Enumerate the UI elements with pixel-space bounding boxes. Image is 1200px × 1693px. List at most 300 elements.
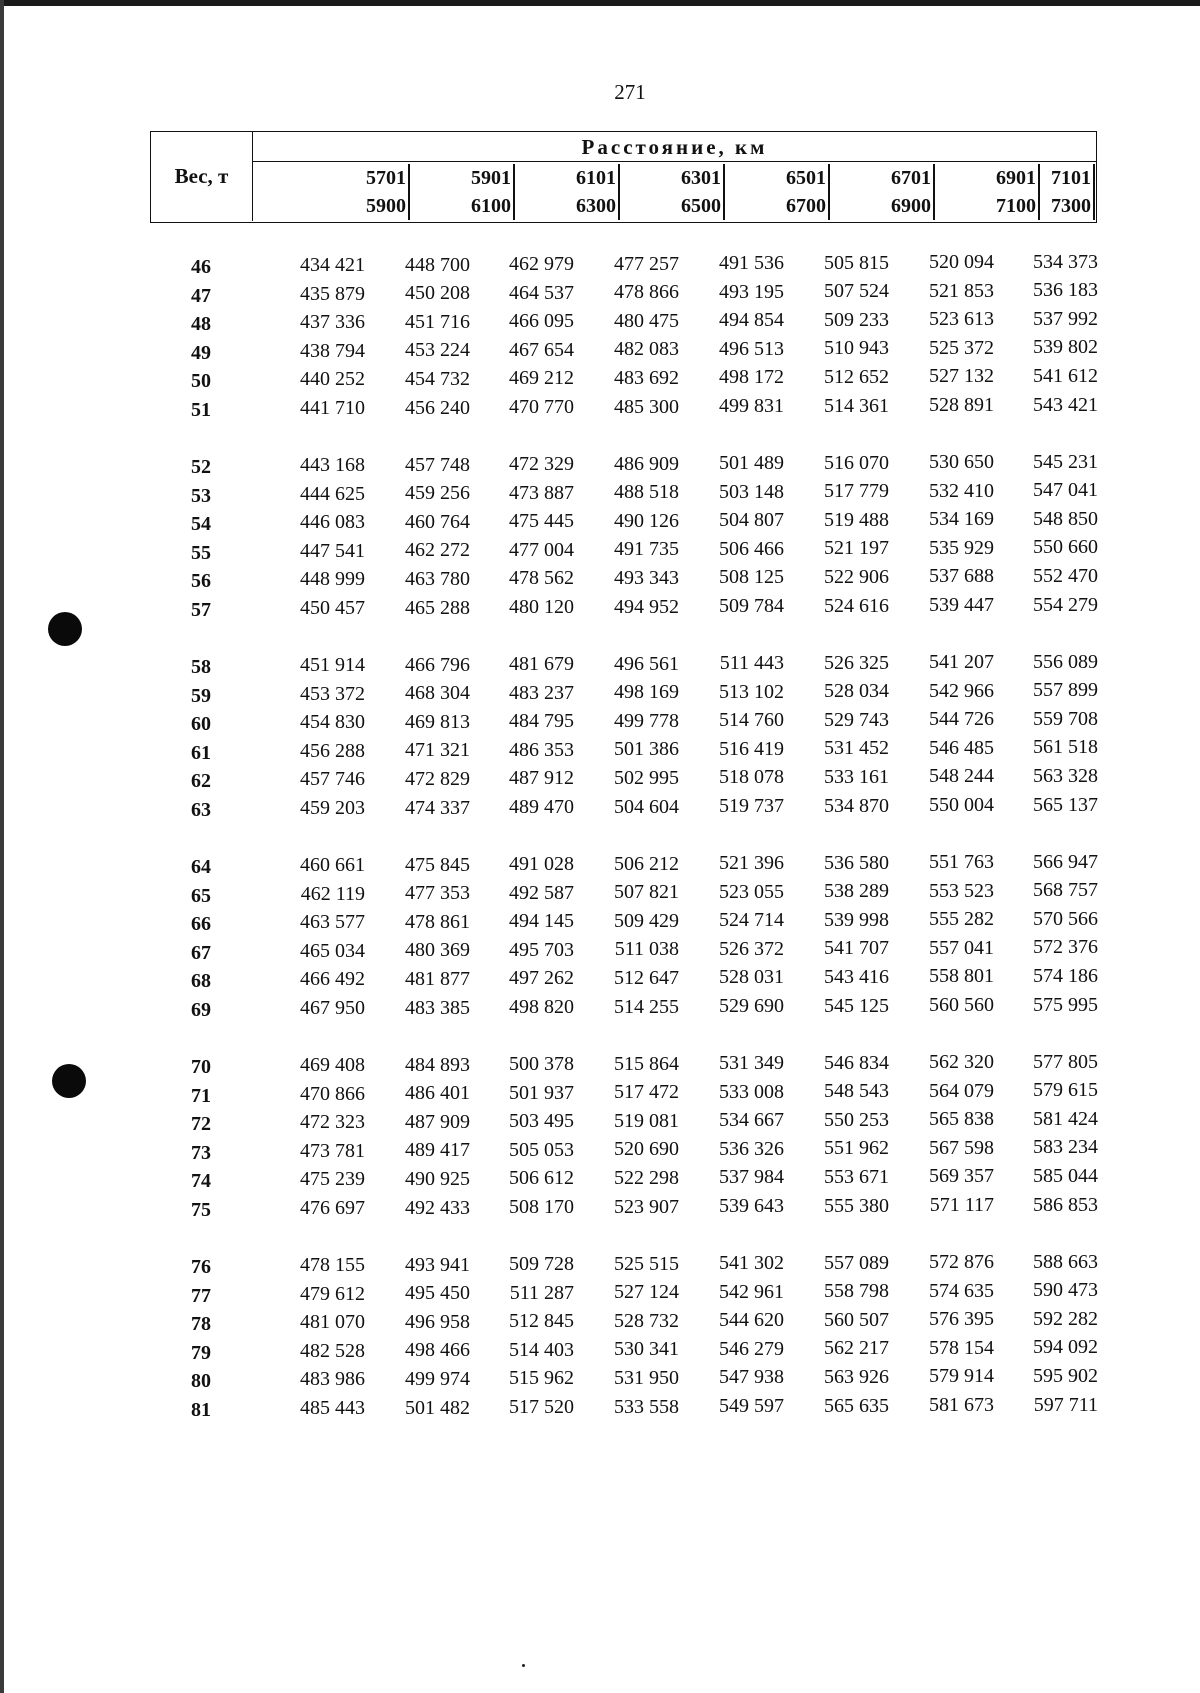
value-cell: 478 866	[614, 281, 679, 304]
value-cell: 463 780	[405, 567, 470, 590]
value-cell: 490 126	[614, 509, 679, 532]
value-cell: 539 998	[824, 908, 889, 931]
table-row	[0, 709, 1200, 737]
range-from: 5901	[409, 164, 515, 192]
value-cell: 545 231	[1033, 450, 1098, 473]
value-cell: 443 168	[300, 454, 365, 476]
value-cell: 538 289	[824, 880, 889, 903]
value-cell: 516 419	[719, 737, 784, 760]
value-cell: 550 253	[824, 1108, 889, 1131]
weight-cell: 64	[191, 856, 211, 878]
value-cell: 496 561	[614, 652, 679, 675]
value-cell: 553 523	[929, 879, 994, 902]
value-cell: 509 429	[614, 909, 679, 932]
table-row	[0, 1281, 1200, 1309]
value-cell: 530 341	[614, 1338, 679, 1361]
value-cell: 482 083	[614, 338, 679, 361]
value-cell: 499 831	[719, 395, 784, 417]
value-cell: 555 282	[929, 908, 994, 931]
weight-cell: 72	[191, 1113, 211, 1136]
table-row	[0, 538, 1200, 566]
weight-cell: 68	[191, 970, 211, 993]
value-cell: 529 690	[719, 995, 784, 1017]
value-cell: 444 625	[300, 482, 365, 505]
weight-cell: 49	[191, 341, 211, 364]
table-row	[0, 1338, 1200, 1366]
value-cell: 579 914	[929, 1365, 994, 1388]
table-row	[0, 366, 1200, 394]
value-cell: 577 805	[1033, 1050, 1098, 1073]
value-cell: 483 986	[300, 1368, 365, 1391]
value-cell: 496 958	[405, 1310, 470, 1333]
value-cell: 511 287	[509, 1281, 574, 1304]
value-cell: 497 262	[509, 967, 574, 990]
value-cell: 501 937	[509, 1081, 574, 1104]
value-cell: 495 703	[509, 938, 574, 961]
value-cell: 546 485	[929, 736, 994, 759]
value-cell: 453 224	[405, 339, 470, 362]
value-cell: 472 323	[300, 1111, 365, 1134]
value-cell: 536 580	[824, 851, 889, 874]
value-cell: 532 410	[929, 479, 994, 502]
value-cell: 537 688	[929, 565, 994, 588]
value-cell: 572 876	[929, 1251, 994, 1273]
value-cell: 590 473	[1033, 1279, 1098, 1302]
value-cell: 534 373	[1033, 250, 1098, 273]
value-cell: 470 770	[509, 396, 574, 418]
weight-cell: 75	[191, 1199, 211, 1221]
weight-cell: 50	[191, 370, 211, 393]
value-cell: 493 941	[405, 1253, 470, 1276]
value-cell: 541 207	[929, 651, 994, 673]
value-cell: 462 272	[405, 539, 470, 562]
value-cell: 492 433	[405, 1196, 470, 1219]
value-cell: 536 183	[1033, 279, 1098, 302]
value-cell: 521 197	[824, 537, 889, 560]
value-cell: 447 541	[300, 539, 365, 562]
value-cell: 490 925	[405, 1167, 470, 1190]
value-cell: 517 779	[824, 480, 889, 503]
value-cell: 519 737	[719, 795, 784, 817]
table-row	[0, 1052, 1200, 1080]
value-cell: 551 763	[929, 851, 994, 873]
value-cell: 434 421	[300, 254, 365, 276]
value-cell: 491 028	[509, 853, 574, 875]
value-cell: 474 337	[405, 796, 470, 819]
table-row	[0, 338, 1200, 366]
value-cell: 506 466	[719, 537, 784, 560]
value-cell: 562 217	[824, 1337, 889, 1360]
range-to: 7300	[989, 192, 1095, 220]
value-cell: 531 452	[824, 737, 889, 760]
table-row	[0, 509, 1200, 537]
table-row	[0, 1109, 1200, 1137]
value-cell: 560 507	[824, 1308, 889, 1331]
value-cell: 527 132	[929, 365, 994, 388]
value-cell: 505 053	[509, 1138, 574, 1161]
value-cell: 541 707	[824, 937, 889, 960]
value-cell: 516 070	[824, 451, 889, 474]
value-cell: 475 239	[300, 1168, 365, 1191]
value-cell: 568 757	[1033, 879, 1098, 902]
value-cell: 551 962	[824, 1137, 889, 1160]
value-cell: 509 233	[824, 308, 889, 331]
value-cell: 574 186	[1033, 964, 1098, 987]
value-cell: 513 102	[719, 680, 784, 703]
value-cell: 512 845	[509, 1310, 574, 1333]
value-cell: 542 966	[929, 679, 994, 702]
value-cell: 539 447	[929, 594, 994, 616]
value-cell: 581 673	[929, 1394, 994, 1416]
value-cell: 514 403	[509, 1338, 574, 1361]
weight-cell: 76	[191, 1256, 211, 1278]
value-cell: 575 995	[1033, 993, 1098, 1016]
value-cell: 505 815	[824, 251, 889, 274]
value-cell: 523 907	[614, 1195, 679, 1218]
value-cell: 530 650	[929, 451, 994, 473]
value-cell: 435 879	[300, 282, 365, 305]
value-cell: 595 902	[1033, 1364, 1098, 1387]
value-cell: 523 613	[929, 308, 994, 331]
value-cell: 469 212	[509, 367, 574, 390]
value-cell: 572 376	[1033, 936, 1098, 959]
table-row	[0, 595, 1200, 623]
value-cell: 548 543	[824, 1080, 889, 1103]
weight-cell: 67	[191, 941, 211, 964]
weight-cell: 74	[191, 1170, 211, 1193]
value-cell: 567 598	[929, 1136, 994, 1159]
range-from: 6901	[934, 164, 1040, 192]
value-cell: 468 304	[405, 682, 470, 705]
value-cell: 488 518	[614, 481, 679, 504]
weight-cell: 54	[191, 513, 211, 536]
table-row	[0, 652, 1200, 680]
value-cell: 494 952	[614, 595, 679, 618]
value-cell: 467 654	[509, 338, 574, 361]
value-cell: 554 279	[1033, 593, 1098, 616]
value-cell: 459 256	[405, 482, 470, 505]
value-cell: 512 652	[824, 365, 889, 388]
value-cell: 503 148	[719, 480, 784, 503]
value-cell: 465 288	[405, 596, 470, 619]
value-cell: 480 369	[405, 939, 470, 962]
value-cell: 501 489	[719, 452, 784, 474]
value-cell: 548 850	[1033, 507, 1098, 530]
value-cell: 545 125	[824, 994, 889, 1017]
value-cell: 525 515	[614, 1252, 679, 1275]
range-to: 6300	[514, 192, 620, 220]
weight-cell: 52	[191, 456, 211, 478]
value-cell: 504 604	[614, 795, 679, 818]
value-cell: 557 899	[1033, 679, 1098, 702]
value-cell: 473 781	[300, 1139, 365, 1162]
value-cell: 448 999	[300, 568, 365, 591]
value-cell: 456 240	[405, 396, 470, 419]
value-cell: 495 450	[405, 1282, 470, 1305]
table-row	[0, 1366, 1200, 1394]
table-row	[0, 1081, 1200, 1109]
distance-header: Расстояние, км	[253, 132, 1096, 162]
range-to: 6700	[724, 192, 830, 220]
weight-cell: 53	[191, 484, 211, 507]
weight-cell: 77	[191, 1284, 211, 1307]
value-cell: 508 170	[509, 1196, 574, 1218]
value-cell: 481 679	[509, 653, 574, 675]
table-row	[0, 1195, 1200, 1223]
table-row	[0, 966, 1200, 994]
value-cell: 466 095	[509, 310, 574, 333]
value-cell: 559 708	[1033, 707, 1098, 730]
value-cell: 514 361	[824, 394, 889, 417]
value-cell: 546 279	[719, 1337, 784, 1360]
value-cell: 536 326	[719, 1137, 784, 1160]
range-from: 6501	[724, 164, 830, 192]
value-cell: 544 620	[719, 1309, 784, 1332]
value-cell: 541 302	[719, 1252, 784, 1274]
value-cell: 539 802	[1033, 336, 1098, 359]
value-cell: 533 558	[614, 1395, 679, 1418]
value-cell: 454 830	[300, 711, 365, 734]
range-from: 6301	[619, 164, 725, 192]
weight-cell: 48	[191, 313, 211, 336]
value-cell: 472 329	[509, 453, 574, 475]
value-cell: 469 813	[405, 710, 470, 733]
table-row	[0, 1166, 1200, 1194]
value-cell: 524 616	[824, 594, 889, 617]
value-cell: 514 255	[614, 995, 679, 1018]
value-cell: 526 325	[824, 651, 889, 674]
weight-cell: 63	[191, 799, 211, 821]
range-from: 6101	[514, 164, 620, 192]
value-cell: 451 914	[300, 654, 365, 676]
value-cell: 519 488	[824, 508, 889, 531]
table-row	[0, 1138, 1200, 1166]
value-cell: 484 893	[405, 1053, 470, 1076]
value-cell: 485 300	[614, 395, 679, 418]
value-cell: 491 536	[719, 252, 784, 274]
value-cell: 550 004	[929, 794, 994, 816]
value-cell: 597 711	[1033, 1393, 1098, 1416]
value-cell: 479 612	[300, 1282, 365, 1305]
value-cell: 546 834	[824, 1051, 889, 1074]
range-to: 5900	[304, 192, 410, 220]
value-cell: 489 417	[405, 1139, 470, 1162]
value-cell: 467 950	[300, 997, 365, 1019]
value-cell: 550 660	[1033, 536, 1098, 559]
value-cell: 476 697	[300, 1197, 365, 1219]
weight-cell: 60	[191, 713, 211, 736]
value-cell: 477 257	[614, 252, 679, 275]
value-cell: 558 798	[824, 1280, 889, 1303]
value-cell: 483 692	[614, 366, 679, 389]
weight-cell: 70	[191, 1056, 211, 1078]
value-cell: 451 716	[405, 310, 470, 333]
table-row	[0, 681, 1200, 709]
value-cell: 499 778	[614, 709, 679, 732]
value-cell: 517 472	[614, 1081, 679, 1104]
value-cell: 543 421	[1033, 393, 1098, 416]
value-cell: 473 887	[509, 481, 574, 504]
value-cell: 534 870	[824, 794, 889, 817]
range-from: 7101	[989, 164, 1095, 192]
value-cell: 521 396	[719, 852, 784, 874]
value-cell: 531 349	[719, 1052, 784, 1074]
value-cell: 471 321	[405, 739, 470, 762]
value-cell: 592 282	[1033, 1307, 1098, 1330]
value-cell: 544 726	[929, 708, 994, 731]
value-cell: 507 524	[824, 280, 889, 303]
value-cell: 556 089	[1033, 650, 1098, 673]
value-cell: 509 728	[509, 1253, 574, 1275]
value-cell: 566 947	[1033, 850, 1098, 873]
value-cell: 524 714	[719, 909, 784, 932]
value-cell: 594 092	[1033, 1336, 1098, 1359]
weight-cell: 69	[191, 999, 211, 1021]
value-cell: 448 700	[405, 253, 470, 276]
page-number: 271	[614, 80, 646, 104]
value-cell: 565 137	[1033, 793, 1098, 816]
value-cell: 522 298	[614, 1166, 679, 1189]
weight-cell: 55	[191, 541, 211, 564]
value-cell: 522 906	[824, 565, 889, 588]
value-cell: 511 038	[614, 938, 679, 961]
value-cell: 547 938	[719, 1366, 784, 1389]
value-cell: 517 520	[509, 1396, 574, 1418]
value-cell: 543 416	[824, 965, 889, 988]
value-cell: 558 801	[929, 965, 994, 988]
value-cell: 463 577	[300, 911, 365, 934]
range-to: 7100	[934, 192, 1040, 220]
value-cell: 457 748	[405, 453, 470, 476]
value-cell: 553 671	[824, 1165, 889, 1188]
value-cell: 464 537	[509, 281, 574, 304]
value-cell: 477 353	[405, 882, 470, 905]
value-cell: 506 212	[614, 852, 679, 875]
value-cell: 465 034	[300, 939, 365, 962]
value-cell: 486 353	[509, 738, 574, 761]
value-cell: 574 635	[929, 1279, 994, 1302]
value-cell: 438 794	[300, 339, 365, 362]
table-row	[0, 738, 1200, 766]
value-cell: 453 372	[300, 682, 365, 705]
value-cell: 552 470	[1033, 564, 1098, 587]
value-cell: 480 475	[614, 309, 679, 332]
value-cell: 450 208	[405, 282, 470, 305]
weight-cell: 59	[191, 684, 211, 707]
value-cell: 514 760	[719, 709, 784, 732]
table-row	[0, 852, 1200, 880]
value-cell: 460 661	[300, 854, 365, 876]
value-cell: 510 943	[824, 337, 889, 360]
value-cell: 527 124	[614, 1281, 679, 1304]
table-row	[0, 252, 1200, 280]
value-cell: 565 635	[824, 1394, 889, 1417]
table-row	[0, 1309, 1200, 1337]
value-cell: 494 145	[509, 910, 574, 933]
value-cell: 511 443	[719, 652, 784, 674]
value-cell: 462 979	[509, 253, 574, 275]
range-to: 6500	[619, 192, 725, 220]
value-cell: 533 008	[719, 1080, 784, 1103]
value-cell: 586 853	[1033, 1193, 1098, 1216]
value-cell: 557 041	[929, 936, 994, 959]
value-cell: 588 663	[1033, 1250, 1098, 1273]
table-row	[0, 995, 1200, 1023]
table-row	[0, 395, 1200, 423]
value-cell: 507 821	[614, 881, 679, 904]
value-cell: 520 094	[929, 251, 994, 273]
value-cell: 560 560	[929, 994, 994, 1016]
value-cell: 504 807	[719, 509, 784, 532]
value-cell: 481 877	[405, 967, 470, 990]
value-cell: 469 408	[300, 1054, 365, 1076]
value-cell: 483 385	[405, 996, 470, 1019]
value-cell: 485 443	[300, 1397, 365, 1419]
value-cell: 533 161	[824, 765, 889, 788]
table-row	[0, 452, 1200, 480]
value-cell: 466 796	[405, 653, 470, 676]
weight-cell: 46	[191, 256, 211, 278]
value-cell: 499 974	[405, 1367, 470, 1390]
value-cell: 454 732	[405, 367, 470, 390]
value-cell: 569 357	[929, 1165, 994, 1188]
table-row	[0, 938, 1200, 966]
value-cell: 548 244	[929, 765, 994, 788]
value-cell: 534 169	[929, 508, 994, 531]
value-cell: 528 031	[719, 966, 784, 989]
value-cell: 570 566	[1033, 907, 1098, 930]
weight-cell: 57	[191, 599, 211, 621]
value-cell: 493 343	[614, 566, 679, 589]
table-row	[0, 566, 1200, 594]
value-cell: 466 492	[300, 968, 365, 991]
value-cell: 493 195	[719, 280, 784, 303]
range-to: 6100	[409, 192, 515, 220]
value-cell: 520 690	[614, 1138, 679, 1161]
value-cell: 487 912	[509, 767, 574, 790]
value-cell: 456 288	[300, 739, 365, 762]
table-row	[0, 309, 1200, 337]
value-cell: 470 866	[300, 1082, 365, 1105]
table-row	[0, 909, 1200, 937]
value-cell: 501 386	[614, 738, 679, 761]
weight-cell: 61	[191, 741, 211, 764]
value-cell: 486 401	[405, 1082, 470, 1105]
value-cell: 460 764	[405, 510, 470, 533]
weight-cell: 71	[191, 1084, 211, 1107]
value-cell: 478 562	[509, 567, 574, 590]
value-cell: 487 909	[405, 1110, 470, 1133]
value-cell: 480 120	[509, 596, 574, 618]
value-cell: 529 743	[824, 708, 889, 731]
range-to: 6900	[829, 192, 935, 220]
weight-cell: 62	[191, 770, 211, 793]
table-row	[0, 281, 1200, 309]
value-cell: 478 861	[405, 910, 470, 933]
weight-cell: 51	[191, 399, 211, 421]
value-cell: 500 378	[509, 1053, 574, 1075]
value-cell: 498 172	[719, 366, 784, 389]
value-cell: 459 203	[300, 797, 365, 819]
value-cell: 525 372	[929, 336, 994, 359]
value-cell: 498 169	[614, 681, 679, 704]
weight-cell: 80	[191, 1370, 211, 1393]
value-cell: 491 735	[614, 538, 679, 561]
weight-cell: 73	[191, 1141, 211, 1164]
value-cell: 579 615	[1033, 1079, 1098, 1102]
weight-cell: 66	[191, 913, 211, 936]
weight-cell: 79	[191, 1341, 211, 1364]
